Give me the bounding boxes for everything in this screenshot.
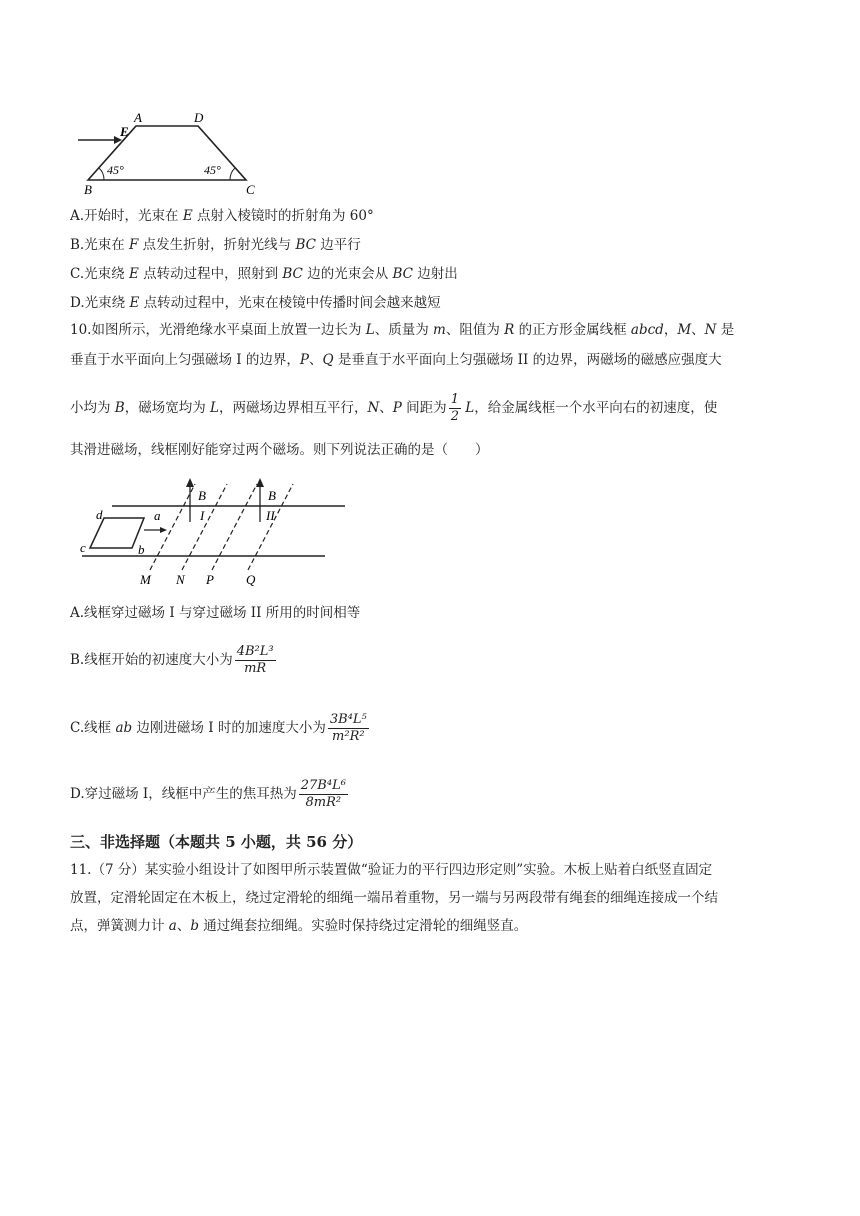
q10-option-a: A.线框穿过磁场 I 与穿过磁场 II 所用的时间相等: [70, 605, 361, 621]
fraction-acceleration: $\frac{\text{3B⁴L⁵}}{\text{m²R²}}$: [329, 712, 367, 744]
label-D: D: [194, 110, 204, 125]
label-d: d: [96, 507, 103, 522]
label-B2: B: [268, 488, 276, 503]
label-a: a: [154, 508, 161, 523]
q10-stem-line2: 垂直于水平面向上匀强磁场 I 的边界，P、Q 是垂直于水平面向上匀强磁场 II 的边界，两磁场的磁感应强度大: [70, 352, 722, 368]
label-C: C: [246, 182, 255, 197]
section-3-heading: 三、非选择题（本题共 5 小题，共 56 分）: [70, 833, 363, 851]
q9-option-b: B.光束在 F 点发生折射，折射光线与 BC 边平行: [70, 237, 361, 253]
label-N: N: [176, 572, 185, 587]
label-P: P: [206, 572, 214, 587]
magnetic-field-figure: [70, 472, 360, 590]
label-Q: Q: [246, 572, 256, 587]
q10-option-c: C.线框 ab 边刚进磁场 I 时的加速度大小为 $\frac{\text{3B⁴L⁵}}{\text{m²R²}}$: [70, 712, 367, 744]
angle-left: 45°: [107, 163, 124, 177]
label-II: II: [266, 508, 275, 523]
q9-option-d: D.光束绕 E 点转动过程中，光束在棱镜中传播时间会越来越短: [70, 295, 441, 311]
label-I: I: [200, 508, 205, 523]
q10-stem-line4: 其滑进磁场，线框刚好能穿过两个磁场。则下列说法正确的是（ ）: [70, 442, 489, 458]
q9-option-c: C.光束绕 E 点转动过程中，照射到 BC 边的光束会从 BC 边射出: [70, 266, 458, 282]
q11-line3: 点，弹簧测力计 a、b 通过绳套拉细绳。实验时保持绕过定滑轮的细绳竖直。: [70, 918, 528, 934]
fraction-half: $\frac{1}{2}$: [450, 392, 459, 424]
label-c: c: [80, 540, 86, 555]
q11-line1: 11.（7 分）某实验小组设计了如图甲所示装置做“验证力的平行四边形定则”实验。木板上贴着白纸竖直固定: [70, 862, 713, 878]
q10-stem-line3: 小均为 B，磁场宽均为 L，两磁场边界相互平行，N、P 间距为 $\frac{1}{2}$ L，给金属线框一个水平向右的初速度，使: [70, 392, 718, 424]
label-A: A: [134, 110, 142, 125]
fraction-v0: $\frac{\text{4B²L³}}{mR}$: [236, 644, 274, 676]
label-B: B: [84, 182, 92, 197]
label-M: M: [140, 572, 151, 587]
q10-option-b: B.线框开始的初速度大小为 $\frac{\text{4B²L³}}{mR}$: [70, 644, 274, 676]
label-B1: B: [198, 488, 206, 503]
q11-line2: 放置，定滑轮固定在木板上，绕过定滑轮的细绳一端吊着重物，另一端与另两段带有绳套的细绳连接成一个结: [70, 890, 718, 906]
q10-stem-line1: 10.如图所示，光滑绝缘水平桌面上放置一边长为 L、质量为 m、阻值为 R 的正方形金属线框 abcd，M、N 是: [70, 322, 735, 338]
angle-right: 45°: [204, 163, 221, 177]
prism-figure: [70, 108, 260, 198]
q9-option-a: A.开始时，光束在 E 点射入棱镜时的折射角为 60°: [70, 208, 374, 224]
label-E: E: [120, 124, 129, 139]
q10-option-d: D.穿过磁场 I，线框中产生的焦耳热为 $\frac{\text{27B⁴L⁶}}{\text{8mR²}}$: [70, 778, 346, 810]
label-b: b: [138, 542, 145, 557]
fraction-heat: $\frac{\text{27B⁴L⁶}}{\text{8mR²}}$: [300, 778, 346, 810]
